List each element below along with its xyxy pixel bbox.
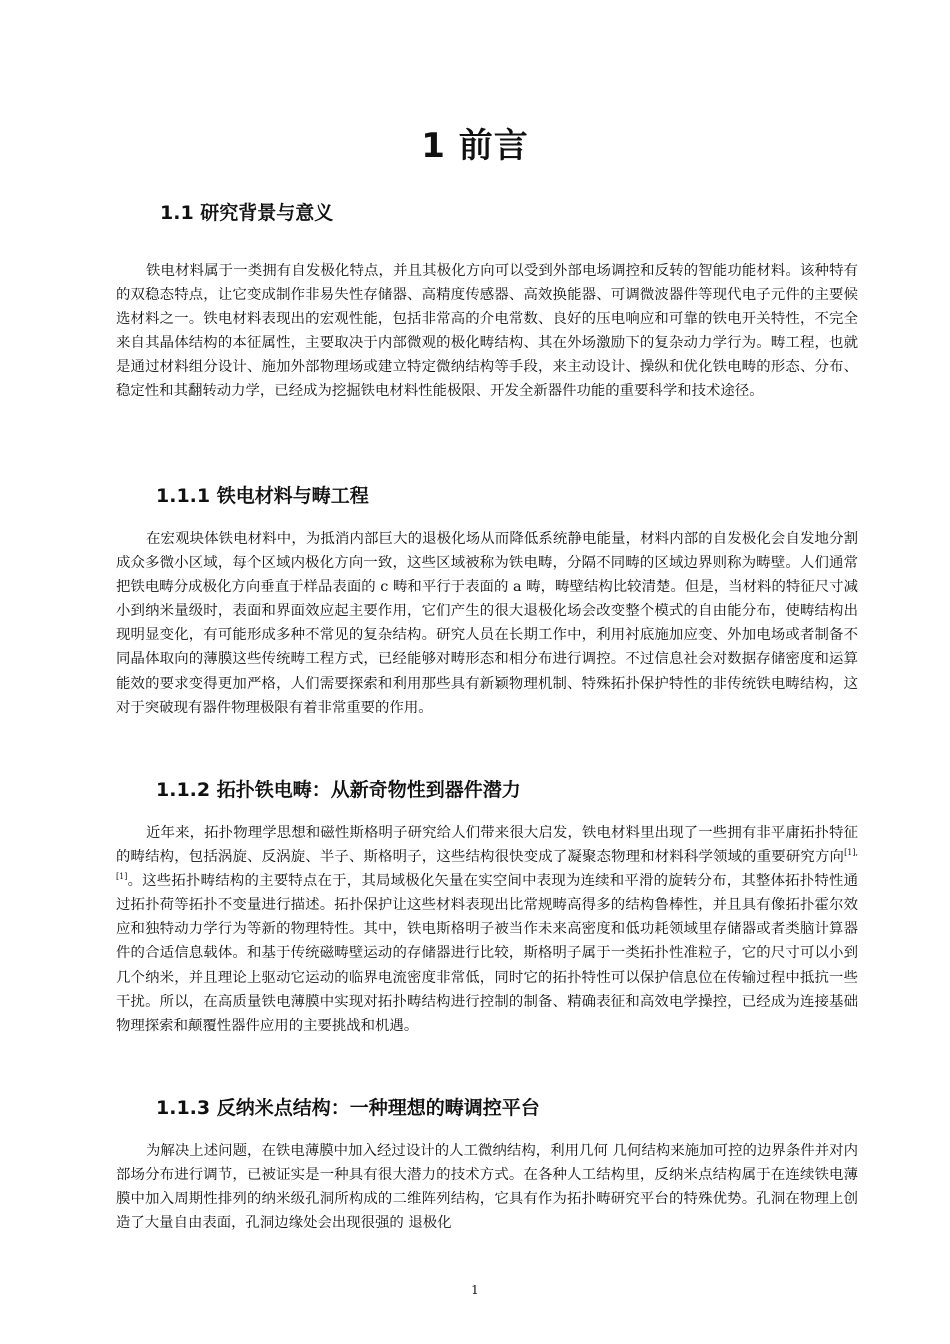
subsection-heading-1-1-1: 1.1.1 铁电材料与畴工程 <box>156 485 369 507</box>
subsection-heading-1-1-3: 1.1.3 反纳米点结构：一种理想的畴调控平台 <box>156 1097 540 1119</box>
section-heading: 1.1 研究背景与意义 <box>160 202 334 224</box>
subsection-paragraph-1-1-3: 为解决上述问题，在铁电薄膜中加入经过设计的人工微纳结构，利用几何 几何结构来施加可控的边界条件并对内部场分布进行调节，已被证实是一种具有很大潜力的技术方式。在各种人工结构里，反纳米点结构属于在连续铁电薄膜中加入周期性排列的纳米级孔洞所构成的二维阵列结构，它具有作为拓扑畴研究平台的特殊优势。孔洞在物理上创造了大量自由表面，孔洞边缘处会出现很强的 退极化 <box>116 1143 858 1232</box>
section-paragraph: 铁电材料属于一类拥有自发极化特点，并且其极化方向可以受到外部电场调控和反转的智能功能材料。该种特有的双稳态特点，让它变成制作非易失性存储器、高精度传感器、高效换能器、可调微波器件等现代电子元件的主要候选材料之一。铁电材料表现出的宏观性能，包括非常高的介电常数、良好的压电响应和可靠的铁电开关特性，不完全来自其晶体结构的本征属性，主要取决于内部微观的极化畴结构、其在外场激励下的复杂动力学行为。畴工程，也就是通过材料组分设计、施加外部物理场或建立特定微纳结构等手段，来主动设计、操纵和优化铁电畴的形态、分布、稳定性和其翻转动力学，已经成为挖掘铁电材料性能极限、开发全新器件功能的重要科学和技术途径。 <box>116 263 858 400</box>
subsection-paragraph-1-1-2 <box>116 821 858 1038</box>
subsection-heading-1-1-2: 1.1.2 拓扑铁电畴：从新奇物性到器件潜力 <box>156 779 521 801</box>
citation-reference[interactable]: [1],[1] <box>116 848 858 882</box>
paragraph-text: 。这些拓扑畴结构的主要特点在于，其局域极化矢量在实空间中表现为连续和平滑的旋转分布，其整体拓扑特性通过拓扑荷等拓扑不变量进行描述。拓扑保护让这些材料表现出比常规畴高得多的结构鲁棒性，并且具有像拓扑霍尔效应和独特动力学行为等新的物理特性。其中，铁电斯格明子被当作未来高密度和低功耗领域里存储器或者类脑计算器件的合适信息载体。和基于传统磁畴壁运动的存储器进行比较，斯格明子属于一类拓扑性准粒子，它的尺寸可以小到几个纳米，并且理论上驱动它运动的临界电流密度非常低，同时它的拓扑特性可以保护信息位在传输过程中抵抗一些干扰。所以，在高质量铁电薄膜中实现对拓扑畴结构进行控制的制备、精确表征和高效电学操控，已经成为连接基础物理探索和颠覆性器件应用的主要挑战和机遇。 <box>116 873 858 1034</box>
paragraph-text: 近年来，拓扑物理学思想和磁性斯格明子研究给人们带来很大启发，铁电材料里出现了一些拥有非平庸拓扑特征的畴结构，包括涡旋、反涡旋、半子、斯格明子，这些结构很快变成了凝聚态物理和材料科学领域的重要研究方向 <box>116 825 858 866</box>
subsection-paragraph-1-1-1: 在宏观块体铁电材料中，为抵消内部巨大的退极化场从而降低系统静电能量，材料内部的自发极化会自发地分割成众多微小区域，每个区域内极化方向一致，这些区域被称为铁电畴，分隔不同畴的区域边界则称为畴壁。人们通常把铁电畴分成极化方向垂直于样品表面的 c 畴和平行于表面的 a 畴，畴壁结构比较清楚。但是，当材料的特征尺寸减小到纳米量级时，表面和界面效应起主要作用，它们产生的很大退极化场会改变整个模式的自由能分布，使畴结构出现明显变化，有可能形成多种不常见的复杂结构。研究人员在长期工作中，利用衬底施加应变、外加电场或者制备不同晶体取向的薄膜这些传统畴工程方式，已经能够对畴形态和相分布进行调控。不过信息社会对数据存储密度和运算能效的要求变得更加严格，人们需要探索和利用那些具有新颖物理机制、特殊拓扑保护特性的非传统铁电畴结构，这对于突破现有器件物理极限有着非常重要的作用。 <box>116 531 858 716</box>
page-number: 1 <box>471 1283 479 1297</box>
chapter-title: 1 前言 <box>421 126 529 166</box>
